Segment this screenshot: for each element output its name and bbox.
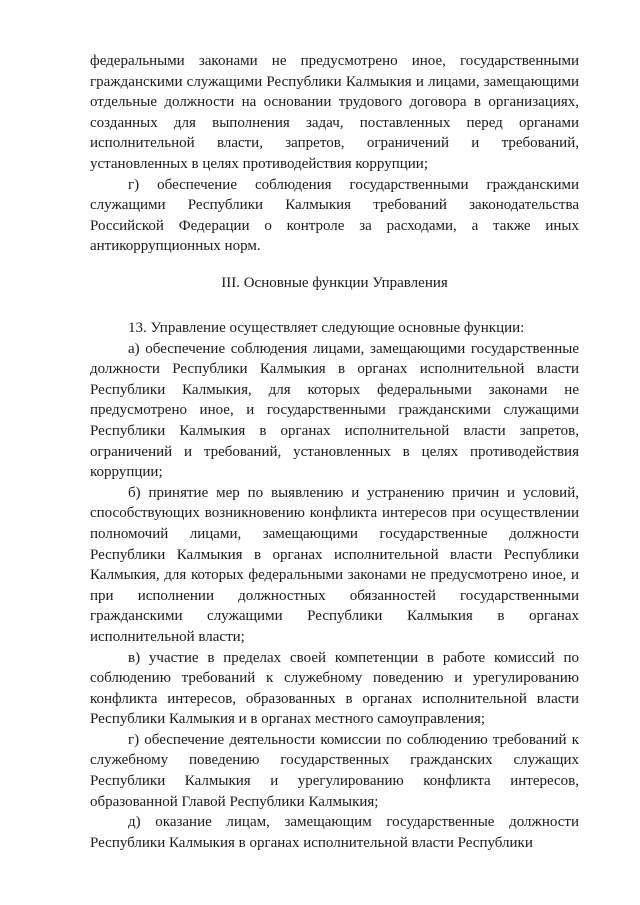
paragraph-continuation: федеральными законами не предусмотрено иное, государственными гражданскими служащими Республики Калмыкия и лицами, замещающими отдельные должности на основании трудового договора в организациях, созданных для выполнения задач, поставленных перед органами исполнительной власти, запретов, ограничений и требований, установленных в целях противодействия коррупции; — [90, 53, 579, 172]
paragraph-item-a: а) обеспечение соблюдения лицами, замещающими государственные должности Республики Калмыкия в органах исполнительной власти Республики Калмыкия, для которых федеральными законами не предусмотрено иное, и государственными гражданскими служащими Республики Калмыкия в органах исполнительной власти запретов, ограничений и требований, установленных в целях противодействия коррупции; — [90, 340, 579, 481]
paragraph-item-v: в) участие в пределах своей компетенции в работе комиссий по соблюдению требований к служебному поведению и урегулированию конфликта интересов, образованных в органах исполнительной власти Республики Калмыкия и в органах местного самоуправления; — [90, 649, 579, 728]
section-heading: III. Основные функции Управления — [221, 275, 448, 291]
paragraph-item-b: б) принятие мер по выявлению и устранению причин и условий, способствующих возникновению конфликта интересов при осуществлении полномочий лицами, замещающими государственные должности Республики Калмыкия в органах исполнительной власти Республики Калмыкия, для которых федеральными законами не предусмотрено иное, и при исполнении должностных обязанностей государственными гражданскими служащими Республики Калмыкия в органах исполнительной власти; — [90, 484, 579, 645]
section-heading-block — [90, 273, 579, 294]
paragraph-item-g: г) обеспечение соблюдения государственными гражданскими служащими Республики Калмыкия требований законодательства Российской Федерации о контроле за расходами, а также иных антикоррупционных норм. — [90, 176, 579, 255]
paragraph-13: 13. Управление осуществляет следующие основные функции: — [128, 320, 525, 336]
paragraph-item-g2: г) обеспечение деятельности комиссии по соблюдению требований к служебному поведению государственных гражданских служащих Республики Калмыкия и урегулированию конфликта интересов, образованной Главой Республики Калмыкия; — [90, 731, 579, 810]
text-block-main — [90, 318, 579, 853]
text-block-top — [90, 51, 579, 257]
paragraph-item-d: д) оказание лицам, замещающим государственные должности Республики Калмыкия в органах исполнительной власти Республики — [90, 814, 579, 851]
